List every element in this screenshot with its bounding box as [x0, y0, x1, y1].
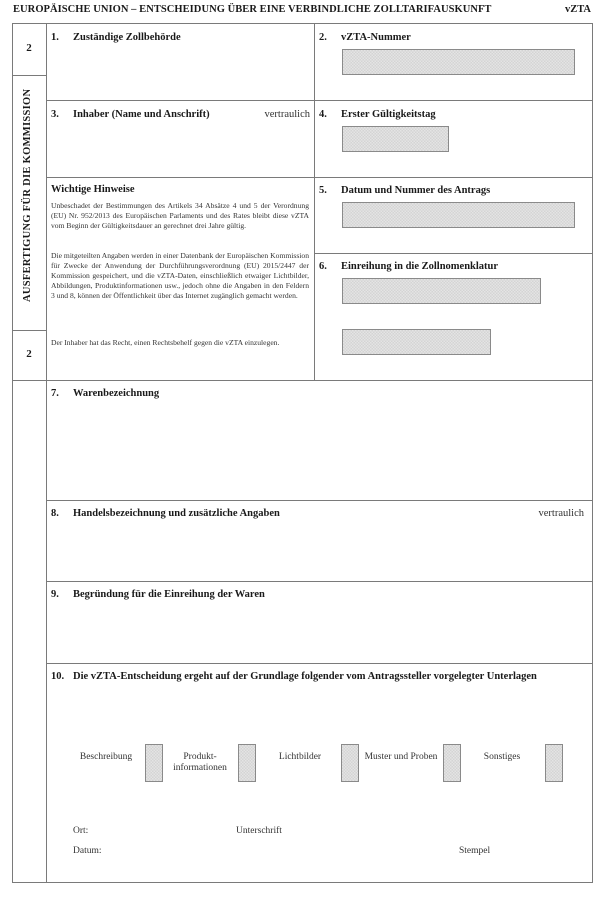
important-notes	[47, 178, 314, 380]
field-2-vzta-number	[315, 24, 592, 100]
field-5-application-date-number	[315, 178, 592, 253]
doc-checkbox-product-info[interactable]	[238, 744, 256, 782]
field-3-label: 3. Inhaber (Name und Anschrift)	[51, 109, 210, 120]
copy-number-bottom: 2	[26, 348, 32, 360]
field-7-goods-description[interactable]	[47, 381, 592, 500]
form-title: EUROPÄISCHE UNION – ENTSCHEIDUNG ÜBER EINE VERBINDLICHE ZOLLTARIFAUSKUNFT	[13, 4, 492, 15]
field-1-competent-authority[interactable]	[47, 24, 314, 100]
doc-checkbox-description[interactable]	[145, 744, 163, 782]
field-8-confidential-tag: vertraulich	[538, 508, 584, 519]
notes-paragraph-data: Die mitgeteilten Angaben werden in einer Datenbank der Europäischen Kommission für Zwecke der Anwendung der Durchführungsverordnung (EU) 2015/2447 der Kommission gespeichert, und die vZTA-Daten, einschließlich etwaiger Lichtbilder, Abbildungen, Produktinformationen usw., jedoch ohne die Angaben in den Feldern 3 und 8, können der Öffentlichkeit über das Internet zugänglich gemacht werden.	[51, 251, 309, 300]
doc-label-other: Sonstiges	[483, 752, 521, 762]
place-label: Ort:	[73, 826, 89, 836]
field-10-label: 10. Die vZTA-Entscheidung ergeht auf der Grundlage folgender vom Antragssteller vorgelegter Unterlagen	[51, 671, 537, 682]
notes-title: Wichtige Hinweise	[51, 184, 135, 195]
copy-number-top: 2	[26, 42, 32, 54]
copy-designation: AUSFERTIGUNG FÜR DIE KOMMISSION	[22, 88, 33, 302]
field-1-label: 1. Zuständige Zollbehörde	[51, 32, 181, 43]
field-4-first-valid-day	[315, 101, 592, 177]
application-date-number-input[interactable]	[342, 202, 575, 228]
field-7-label: 7. Warenbezeichnung	[51, 388, 160, 399]
doc-label-product-info: Produkt- informationen	[173, 752, 227, 773]
doc-checkbox-other[interactable]	[545, 744, 563, 782]
field-9-classification-justification[interactable]	[47, 582, 592, 663]
sidebar-rule-top	[12, 75, 46, 76]
stamp-label: Stempel	[459, 846, 491, 856]
signature-label: Unterschrift	[236, 826, 282, 836]
notes-paragraph-appeal: Der Inhaber hat das Recht, einen Rechtsbehelf gegen die vZTA einzulegen.	[51, 338, 280, 347]
doc-label-description: Beschreibung	[79, 752, 133, 762]
field-5-label: 5. Datum und Nummer des Antrags	[319, 185, 491, 196]
field-10-supporting-documents	[47, 664, 592, 882]
doc-checkbox-samples[interactable]	[443, 744, 461, 782]
field-3-confidential-tag: vertraulich	[264, 109, 310, 120]
field-8-trade-name[interactable]	[47, 501, 592, 581]
doc-checkbox-photographs[interactable]	[341, 744, 359, 782]
nomenclature-code-input-secondary[interactable]	[342, 329, 491, 355]
doc-label-samples: Muster und Proben	[364, 752, 438, 762]
field-6-nomenclature	[315, 254, 592, 380]
doc-label-photographs: Lichtbilder	[278, 752, 322, 762]
field-6-label: 6. Einreihung in die Zollnomenklatur	[319, 261, 499, 272]
field-8-label: 8. Handelsbezeichnung und zusätzliche Angaben	[51, 508, 280, 519]
field-3-holder[interactable]	[47, 101, 314, 177]
field-4-label: 4. Erster Gültigkeitstag	[319, 109, 436, 120]
nomenclature-code-input[interactable]	[342, 278, 541, 304]
first-valid-day-input[interactable]	[342, 126, 449, 152]
notes-paragraph-validity: Unbeschadet der Bestimmungen des Artikels 34 Absätze 4 und 5 der Verordnung (EU) Nr. 952/2013 des Europäischen Parlaments und des Rates bleibt diese vZTA vom Beginn der Gültigkeitsdauer an gerechnet drei Jahre gültig.	[51, 201, 309, 230]
field-9-label: 9. Begründung für die Einreihung der Waren	[51, 589, 265, 600]
field-2-label: 2. vZTA-Nummer	[319, 32, 411, 43]
form-code: vZTA	[564, 4, 591, 15]
sidebar-rule-bottom	[12, 330, 46, 331]
vzta-number-input[interactable]	[342, 49, 575, 75]
date-label: Datum:	[73, 846, 102, 856]
